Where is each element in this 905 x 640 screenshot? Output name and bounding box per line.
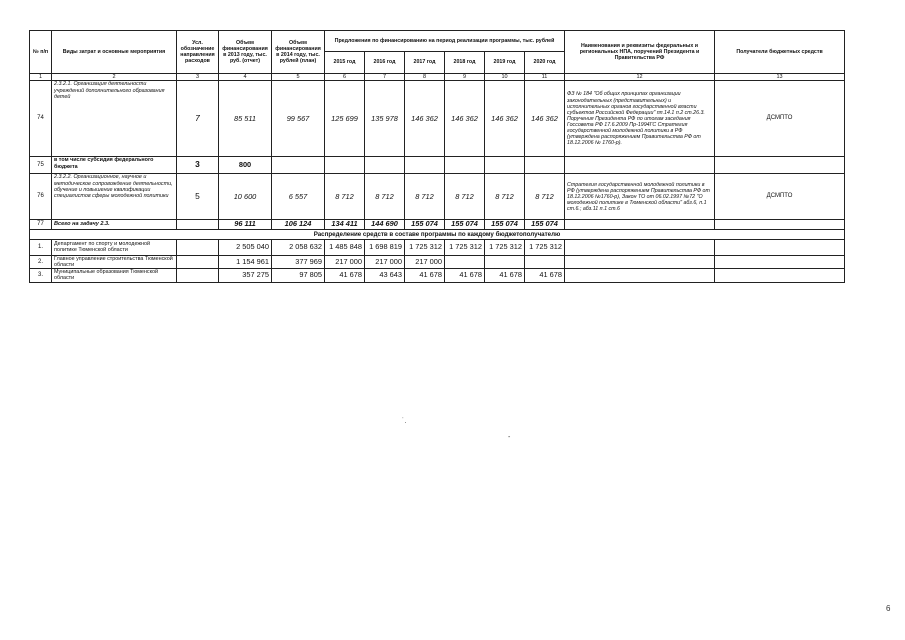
row-value-year: 146 362 [525, 81, 565, 157]
row-value-year: 1 485 848 [325, 239, 365, 255]
row-value-2014: 2 058 632 [272, 239, 325, 255]
row-name: 2.3.2.2. Организационное, научное и методическое сопровождение деятельности, обучение и повышение квалификации специалистов сферы молодежной политики [52, 174, 177, 220]
empty-cell [565, 269, 715, 282]
row-value-2013: 96 111 [219, 220, 272, 230]
row-value-year [525, 255, 565, 268]
empty-cell [715, 239, 845, 255]
row-value-2014: 99 567 [272, 81, 325, 157]
empty-cell [325, 157, 365, 174]
distribution-row [30, 239, 845, 255]
row-value-2014: 377 969 [272, 255, 325, 268]
header-year: 2019 год [485, 52, 525, 74]
row-value-2013: 1 154 961 [219, 255, 272, 268]
row-value-year: 1 725 312 [525, 239, 565, 255]
row-value-2013: 800 [219, 157, 272, 174]
row-direction: 5 [177, 174, 219, 220]
column-numbers-row [30, 74, 845, 81]
row-value-2013: 2 505 040 [219, 239, 272, 255]
row-number: 3. [30, 269, 52, 282]
row-name: 2.3.2.1. Организация деятельности учреждений дополнительного образования детей [52, 81, 177, 157]
empty-cell [565, 255, 715, 268]
empty-cell [565, 239, 715, 255]
row-value-year: 155 074 [405, 220, 445, 230]
header-direction: Усл. обозначение направления расходов [177, 31, 219, 74]
recipient-name: Муниципальные образования Тюменской области [52, 269, 177, 282]
distribution-title-row [30, 229, 845, 239]
column-number: 2 [52, 74, 177, 81]
row-value-year: 134 411 [325, 220, 365, 230]
header-recipients: Получатели бюджетных средств [715, 31, 845, 74]
row-value-year: 41 678 [445, 269, 485, 282]
header-vol-2014: Объем финансирования в 2014 году, тыс. рублей (план) [272, 31, 325, 74]
row-number: 74 [30, 81, 52, 157]
scan-speck: ˙. [402, 418, 407, 425]
header-year: 2017 год [405, 52, 445, 74]
column-number: 3 [177, 74, 219, 81]
row-value-year: 8 712 [325, 174, 365, 220]
column-number: 10 [485, 74, 525, 81]
distribution-row [30, 269, 845, 282]
row-value-year: 217 000 [325, 255, 365, 268]
distribution-row [30, 255, 845, 268]
row-value-2013: 357 275 [219, 269, 272, 282]
header-year: 2020 год [525, 52, 565, 74]
row-number: 76 [30, 174, 52, 220]
row-value-2014: 106 124 [272, 220, 325, 230]
row-number: 77 [30, 220, 52, 230]
row-recipient: ДСМПТО [715, 174, 845, 220]
row-value-year [445, 255, 485, 268]
header-row [30, 31, 845, 52]
empty-cell [565, 220, 715, 230]
empty-cell [565, 157, 715, 174]
empty-cell [405, 157, 445, 174]
header-kind: Виды затрат и основные мероприятия [52, 31, 177, 74]
header-refs: Наименования и реквизиты федеральных и региональных НПА, поручений Президента и Правительства РФ [565, 31, 715, 74]
header-year: 2016 год [365, 52, 405, 74]
row-value-year: 41 678 [325, 269, 365, 282]
column-number: 13 [715, 74, 845, 81]
header-year: 2015 год [325, 52, 365, 74]
row-value-year: 125 699 [325, 81, 365, 157]
table-row [30, 157, 845, 174]
header-vol-2013: Объем финансирования в 2013 году, тыс. руб. (отчет) [219, 31, 272, 74]
row-value-year: 1 725 312 [445, 239, 485, 255]
row-value-year: 1 725 312 [485, 239, 525, 255]
row-name: в том числе субсидия федерального бюджета [52, 157, 177, 174]
empty-cell [177, 239, 219, 255]
header-number: № п/п [30, 31, 52, 74]
row-legal-refs: ФЗ № 184 "Об общих принципах организации законодательных (представительных) и исполнительных органов государственной власти субъектов Российской Федерации" пп.14.1 п.2 ст.26.3. Поручения Президента РФ по итогам заседания Госсовета РФ 17.6.2009 Пр-1994ГС Стратегия государственной молодежной политики в РФ (утверждена распоряжением Правительства РФ от 18.12.2006 № 1760-р). [565, 81, 715, 157]
row-value-year: 155 074 [445, 220, 485, 230]
row-value-year: 144 690 [365, 220, 405, 230]
row-value-year: 8 712 [405, 174, 445, 220]
row-value-year: 146 362 [445, 81, 485, 157]
row-value-year: 8 712 [445, 174, 485, 220]
empty-cell [177, 220, 219, 230]
row-name: Всего на задачу 2.3. [52, 220, 177, 230]
column-number: 7 [365, 74, 405, 81]
header-year: 2018 год [445, 52, 485, 74]
column-number: 11 [525, 74, 565, 81]
column-number: 12 [565, 74, 715, 81]
empty-cell [715, 220, 845, 230]
row-value-year: 217 000 [405, 255, 445, 268]
row-value-2014: 6 557 [272, 174, 325, 220]
table-row [30, 174, 845, 220]
empty-cell [177, 255, 219, 268]
total-row [30, 220, 845, 230]
row-value-2014: 97 805 [272, 269, 325, 282]
row-value-year: 8 712 [365, 174, 405, 220]
column-number: 8 [405, 74, 445, 81]
row-recipient: ДСМПТО [715, 81, 845, 157]
row-value-2013: 10 600 [219, 174, 272, 220]
row-value-year: 155 074 [485, 220, 525, 230]
row-value-year: 41 678 [525, 269, 565, 282]
column-number: 6 [325, 74, 365, 81]
row-direction: 7 [177, 81, 219, 157]
empty-cell [525, 157, 565, 174]
row-value-year: 8 712 [485, 174, 525, 220]
row-value-year: 43 643 [365, 269, 405, 282]
empty-cell [365, 157, 405, 174]
row-value-year: 155 074 [525, 220, 565, 230]
row-number: 2. [30, 255, 52, 268]
distribution-title: Распределение средств в составе программы по каждому бюджетополучателю [30, 229, 845, 239]
empty-cell [715, 255, 845, 268]
empty-cell [485, 157, 525, 174]
recipient-name: Департамент по спорту и молодежной политике Тюменской области [52, 239, 177, 255]
row-legal-refs: Стратегия государственной молодежной политики в РФ (утверждена распоряжением Правительства РФ от 18.12.2006 №1760-р), Закон ТО от 06.02.1997 №72 "О молодежной политике в Тюменской области" абз.6, п.1 ст.6.; абз.11 п.1 ст.6 [565, 174, 715, 220]
row-value-year: 41 678 [405, 269, 445, 282]
empty-cell [715, 269, 845, 282]
empty-cell [445, 157, 485, 174]
row-value-year: 1 725 312 [405, 239, 445, 255]
row-value-year: 146 362 [485, 81, 525, 157]
column-number: 4 [219, 74, 272, 81]
header-proposals: Предложения по финансированию на период реализации программы, тыс. рублей [325, 31, 565, 52]
table-row [30, 81, 845, 157]
budget-table [29, 30, 845, 283]
scan-speck: - [508, 434, 511, 441]
column-number: 9 [445, 74, 485, 81]
row-value-year: 1 698 819 [365, 239, 405, 255]
row-number: 1. [30, 239, 52, 255]
row-direction: 3 [177, 157, 219, 174]
empty-cell [715, 157, 845, 174]
row-value-2013: 85 511 [219, 81, 272, 157]
row-value-year: 146 362 [405, 81, 445, 157]
recipient-name: Главное управление строительства Тюменской области [52, 255, 177, 268]
row-value-year: 217 000 [365, 255, 405, 268]
row-value-year [485, 255, 525, 268]
empty-cell [177, 269, 219, 282]
column-number: 1 [30, 74, 52, 81]
empty-cell [272, 157, 325, 174]
page-number: 6 [886, 604, 891, 613]
column-number: 5 [272, 74, 325, 81]
row-number: 75 [30, 157, 52, 174]
row-value-year: 135 978 [365, 81, 405, 157]
row-value-year: 41 678 [485, 269, 525, 282]
row-value-year: 8 712 [525, 174, 565, 220]
